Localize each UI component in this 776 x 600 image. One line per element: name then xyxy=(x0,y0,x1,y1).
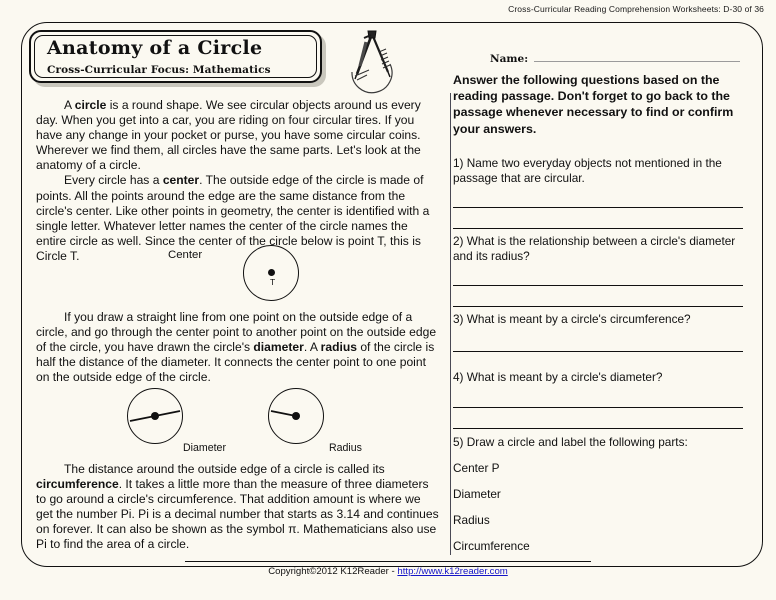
question-text-1: 1) Name two everyday objects not mentioned in the passage that are circular. xyxy=(453,156,722,185)
figure-diameter-label: Diameter xyxy=(183,442,226,454)
question-block-5 xyxy=(453,429,743,554)
passage-column-last xyxy=(36,462,440,553)
copyright-text: Copyright©2012 K12Reader - xyxy=(268,566,398,577)
term-radius: radius xyxy=(320,340,357,355)
question-block-2 xyxy=(453,229,743,307)
instructions-text: Answer the following questions based on the reading passage. Don't forget to go back to the passage whenever necessary to find or confirm your answers. xyxy=(453,73,734,136)
answer-line-4a[interactable] xyxy=(453,385,743,408)
question-text-2: 2) What is the relationship between a circle's diameter and its radius? xyxy=(453,234,736,263)
term-circle: circle xyxy=(74,98,107,112)
figure-radius-label: Radius xyxy=(329,442,362,454)
question-block-3 xyxy=(453,307,743,352)
term-circumference: circumference xyxy=(36,477,119,492)
question-block-1 xyxy=(453,156,743,229)
answer-line-3a[interactable] xyxy=(453,327,743,352)
figure-diameter-radius xyxy=(36,388,440,456)
passage-column-lower xyxy=(36,310,440,385)
question-text-3: 3) What is meant by a circle's circumference? xyxy=(453,312,691,327)
footer-divider xyxy=(185,561,591,562)
title-badge xyxy=(29,30,322,83)
footer xyxy=(0,566,776,577)
answer-line-1a[interactable] xyxy=(453,185,743,208)
question-5-item-circumference: Circumference xyxy=(453,539,530,554)
radius-center-dot xyxy=(292,412,300,420)
question-5-item-center: Center P xyxy=(453,461,500,476)
center-point-dot xyxy=(268,269,275,276)
question-block-4 xyxy=(453,352,743,429)
passage-column xyxy=(36,98,440,264)
diameter-center-dot xyxy=(151,412,159,420)
passage-paragraph-2: Every circle has a center. The outside edge of the circle is made of points. All the points around the edge are the same distance from the circle's center. Like other points in geometry, the center is identified with a single letter. Whatever letter names the center of the circle names the entire circle as well. Since the center of the circle below is point T, this is Circle T. xyxy=(36,173,430,263)
figure-center-label: Center xyxy=(168,249,203,261)
compass-icon xyxy=(338,26,414,96)
term-diameter: diameter xyxy=(253,340,304,355)
term-center: center xyxy=(162,173,200,188)
question-text-4: 4) What is meant by a circle's diameter? xyxy=(453,369,663,384)
answer-line-2a[interactable] xyxy=(453,263,743,286)
answer-line-1b[interactable] xyxy=(453,208,743,229)
passage-paragraph-1: A circle is a round shape. We see circular objects around us every day. When you get into a car, you are riding on four circular tires. If you have any change in your pocket or purse, you have some circular coins. Wherever we find them, all circles have the same parts. Let's look at the anatomy of a circle. xyxy=(36,98,421,173)
figure-center-circle xyxy=(36,244,440,306)
passage-paragraph-4: The distance around the outside edge of a circle is called its circumference. It takes a little more than the measure of three diameters to go around a circle's circumference. That addition amount is where we get the number Pi. Pi is a decimal number that starts as 3.14 and continues on forever. It can also be shown as the symbol π. Mathematicians also use Pi to find the area of a circle. xyxy=(36,462,439,552)
answer-line-4b[interactable] xyxy=(453,408,743,429)
k12reader-link[interactable]: http://www.k12reader.com xyxy=(397,566,508,577)
circle-shape-t xyxy=(243,245,299,301)
passage-paragraph-3: If you draw a straight line from one point on the outside edge of a circle, and go through the center point to another point on the outside edge of the circle, you have drawn the circle's diameter. A radius of the circle is half the distance of the diameter. It connects the center point to one point on the outside edge of the circle. xyxy=(36,310,437,385)
name-input-line[interactable] xyxy=(534,52,740,62)
page-title: Anatomy of a Circle xyxy=(47,37,263,59)
answer-line-2b[interactable] xyxy=(453,286,743,307)
question-list xyxy=(453,156,743,553)
question-text-5: 5) Draw a circle and label the following parts: xyxy=(453,434,688,449)
name-row xyxy=(490,52,740,65)
circle-shape-diameter xyxy=(127,388,183,444)
question-5-item-diameter: Diameter xyxy=(453,487,501,502)
name-label: Name: xyxy=(490,53,529,65)
question-5-item-radius: Radius xyxy=(453,513,490,528)
column-divider xyxy=(450,93,451,555)
header-worksheet-note: Cross-Curricular Reading Comprehension Worksheets: D-30 of 36 xyxy=(508,4,764,14)
circle-shape-radius xyxy=(268,388,324,444)
page-subtitle: Cross-Curricular Focus: Mathematics xyxy=(47,64,271,76)
center-point-label: T xyxy=(270,277,276,287)
